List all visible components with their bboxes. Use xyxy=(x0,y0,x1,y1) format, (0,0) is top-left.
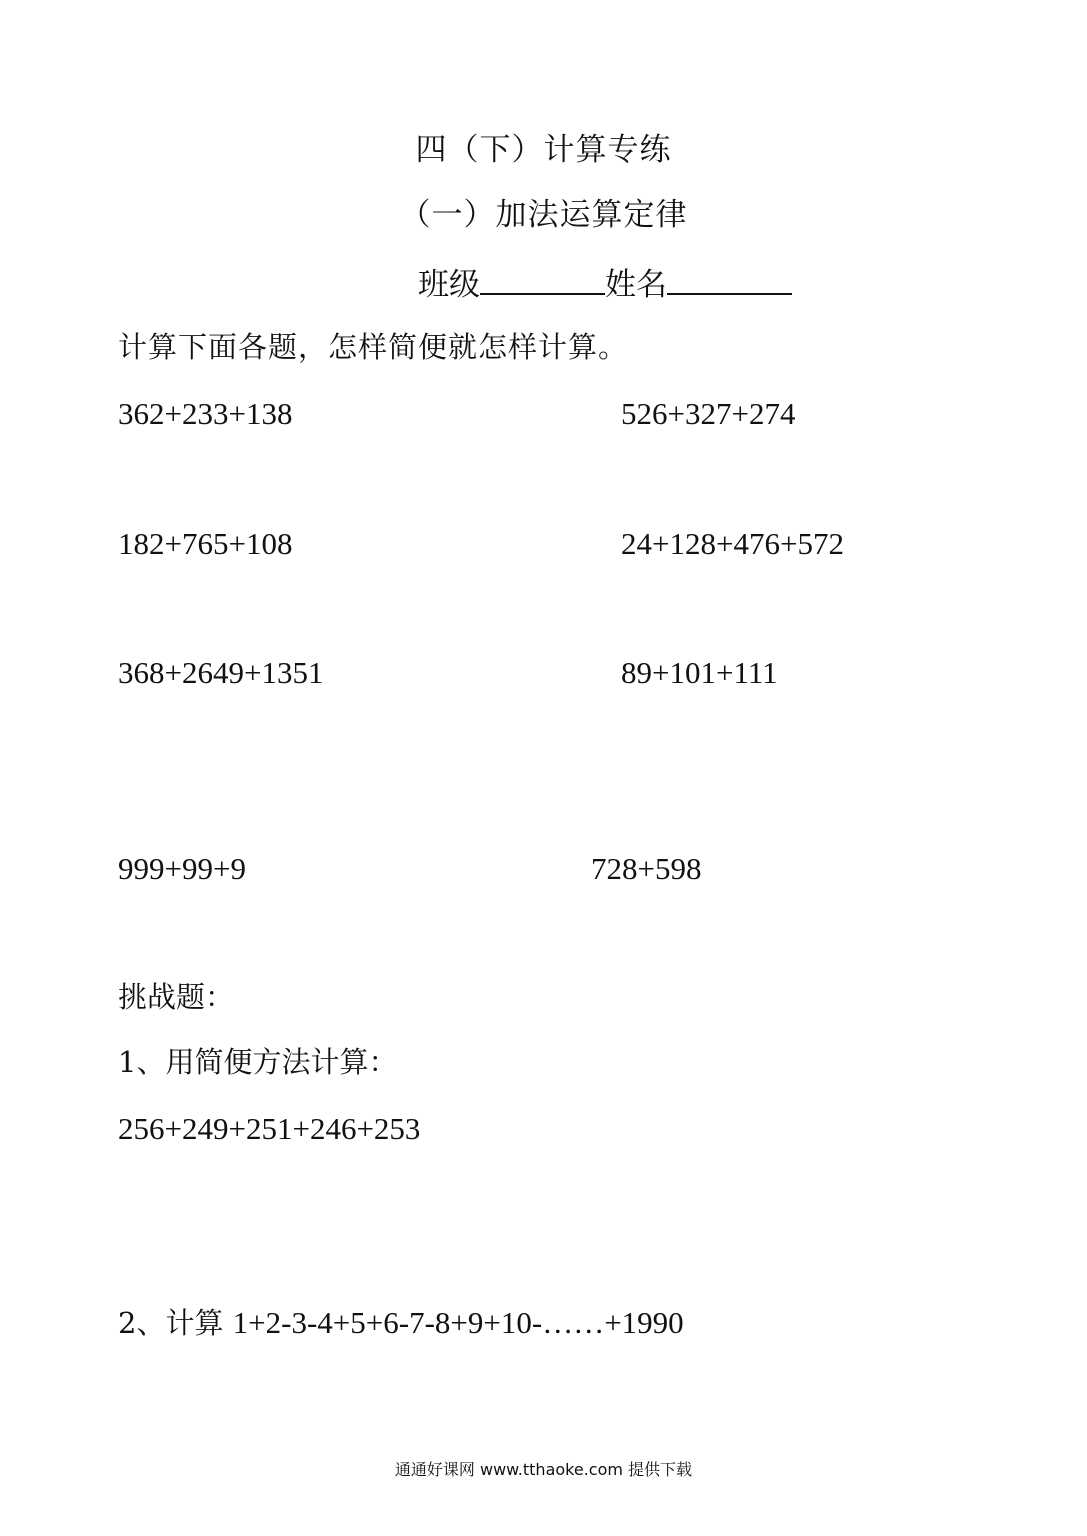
name-label: 姓名 xyxy=(605,267,667,303)
challenge-q1-label: 1、用简便方法计算： xyxy=(118,1045,398,1079)
problem-3: 182+765+108 xyxy=(118,526,293,561)
page-title: 四（下）计算专练 xyxy=(415,132,672,168)
section-subtitle: （一）加法运算定律 xyxy=(399,197,688,233)
problem-5: 368+2649+1351 xyxy=(118,655,324,690)
problem-7: 999+99+9 xyxy=(118,851,246,886)
problem-4: 24+128+476+572 xyxy=(621,526,844,561)
challenge-q2 xyxy=(118,1307,684,1338)
problem-1: 362+233+138 xyxy=(118,396,293,431)
footer-source: 通通好课网 www.tthaoke.com 提供下载 xyxy=(394,1460,693,1479)
challenge-heading: 挑战题： xyxy=(118,980,235,1014)
student-info-row xyxy=(418,265,792,301)
class-label: 班级 xyxy=(418,267,480,303)
problem-6: 89+101+111 xyxy=(621,655,778,690)
challenge-q2-expression: 1+2-3-4+5+6-7-8+9+10-……+1990 xyxy=(232,1305,684,1340)
instruction-text: 计算下面各题，怎样简便就怎样计算。 xyxy=(118,330,629,364)
problem-8: 728+598 xyxy=(591,851,702,886)
name-blank[interactable] xyxy=(667,265,792,295)
challenge-q2-label: 2、计算 xyxy=(118,1306,224,1340)
problem-2: 526+327+274 xyxy=(621,396,796,431)
challenge-q1-expression: 256+249+251+246+253 xyxy=(118,1111,421,1146)
class-blank[interactable] xyxy=(480,265,605,295)
